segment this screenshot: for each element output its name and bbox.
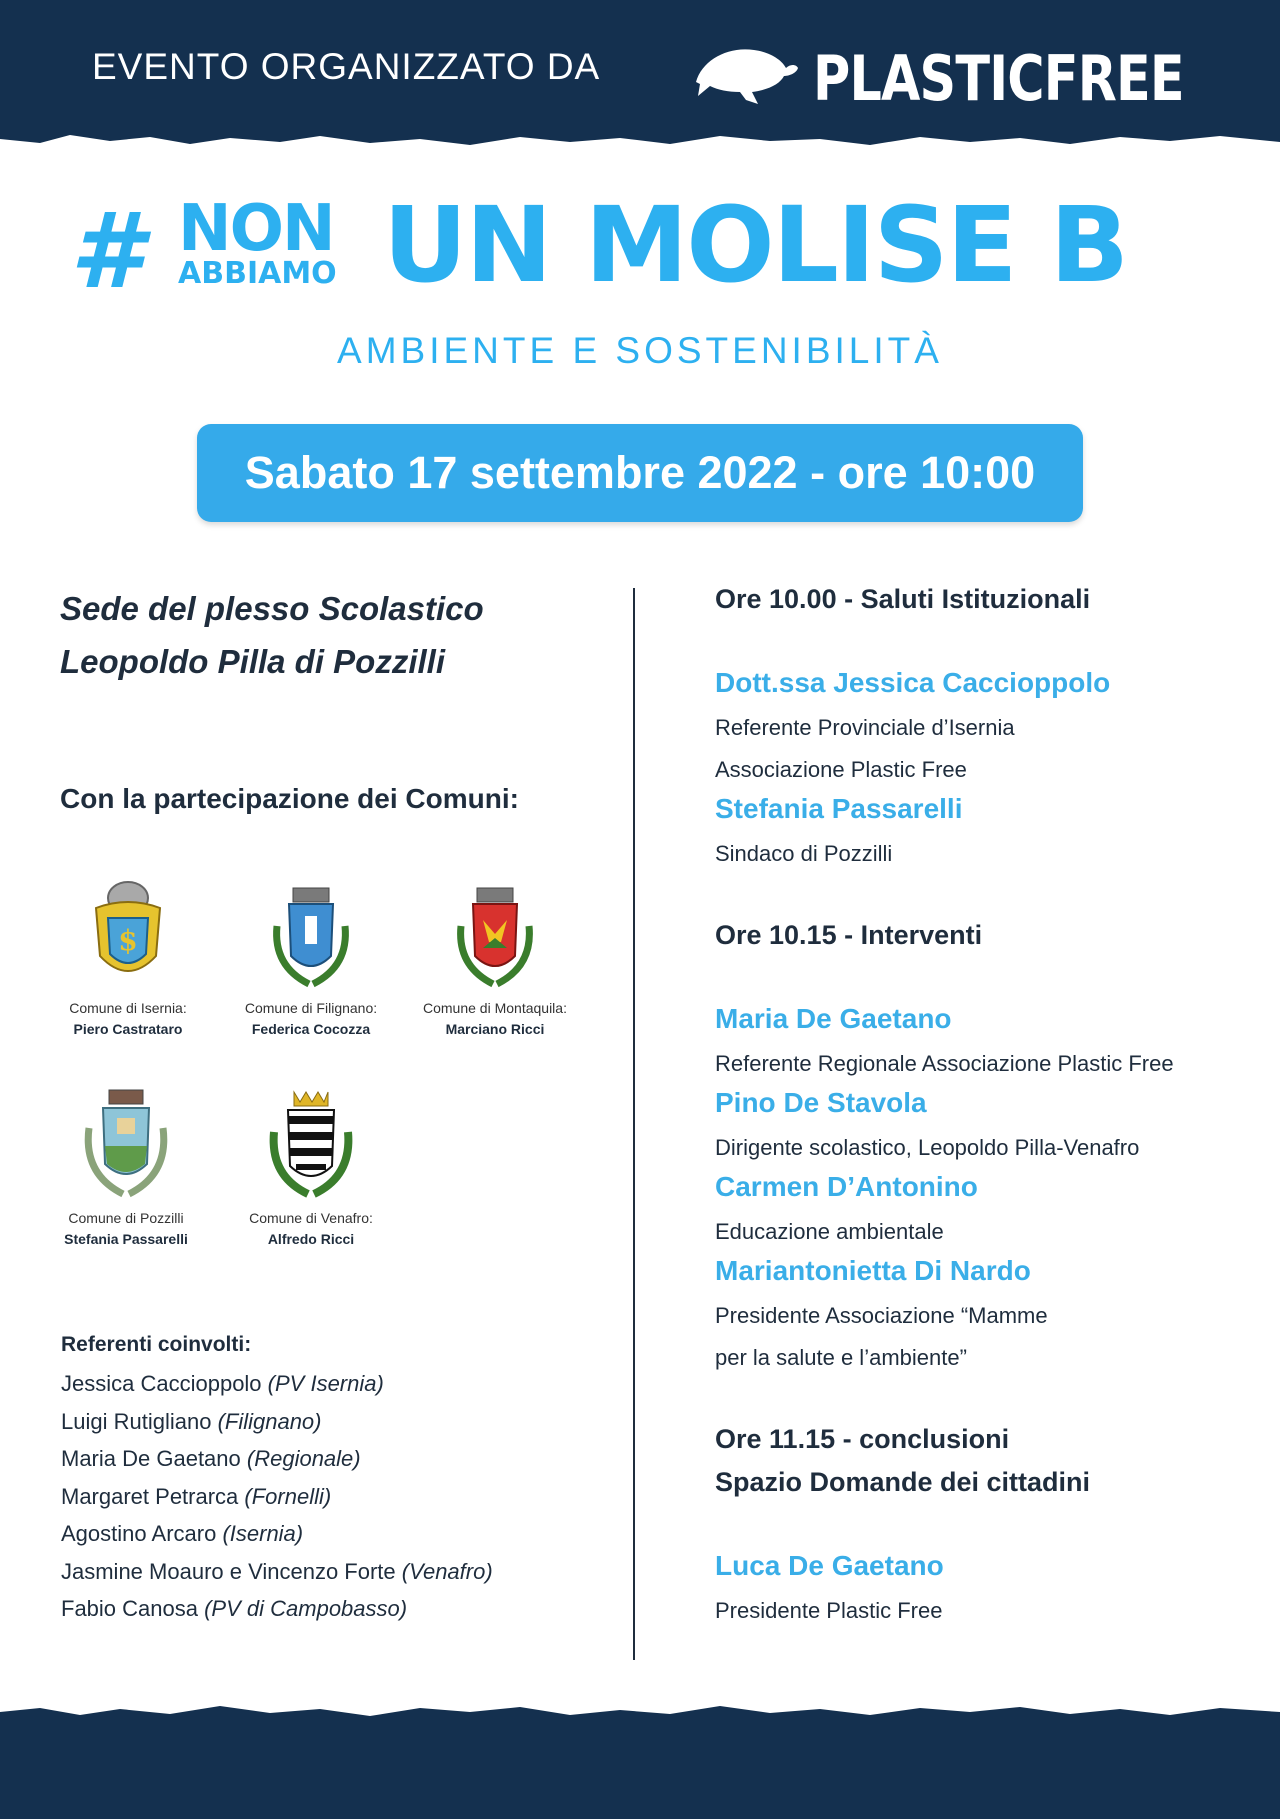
participation-title: Con la partecipazione dei Comuni:	[60, 783, 519, 814]
speaker-role: Educazione ambientale	[715, 1219, 944, 1244]
list-item: Maria De Gaetano (Regionale)	[61, 1446, 361, 1471]
comune-name: Comune di Montaquila:	[423, 1000, 567, 1016]
list-item: Luigi Rutigliano (Filignano)	[61, 1408, 322, 1434]
speaker-name: Dott.ssa Jessica Caccioppolo	[715, 667, 1111, 698]
list-item: Agostino Arcaro (Isernia)	[61, 1521, 304, 1546]
title-non: NON	[178, 192, 334, 266]
list-item: Fabio Canosa (PV di Campobasso)	[61, 1596, 408, 1621]
title-abbiamo: ABBIAMO	[178, 256, 337, 291]
organizer-text: EVENTO ORGANIZZATO DA	[92, 46, 601, 87]
svg-text:$: $	[118, 924, 138, 957]
speaker-role: per la salute e l’ambiente”	[715, 1345, 967, 1370]
date-banner: Sabato 17 settembre 2022 - ore 10:00	[197, 424, 1083, 522]
comune-venafro	[221, 1088, 401, 1247]
comune-person: Stefania Passarelli	[64, 1231, 188, 1247]
filignano-crest-icon	[269, 886, 353, 988]
comune-name: Comune di Isernia:	[69, 1000, 187, 1016]
program-slot-2: Ore 10.15 - Interventi	[715, 920, 983, 950]
comune-isernia	[38, 878, 218, 1037]
program-slot-1: Ore 10.00 - Saluti Istituzionali	[715, 584, 1091, 614]
venue	[60, 582, 484, 688]
comune-filignano	[221, 886, 401, 1037]
speaker-role: Sindaco di Pozzilli	[715, 841, 893, 866]
turtle-icon	[688, 38, 798, 108]
speaker-role: Presidente Plastic Free	[715, 1598, 943, 1623]
speaker-role: Referente Provinciale d’Isernia	[715, 715, 1015, 740]
speaker-role: Referente Regionale Associazione Plastic Free	[715, 1051, 1174, 1076]
speaker-name: Pino De Stavola	[715, 1087, 927, 1118]
comune-name: Comune di Pozzilli	[68, 1210, 184, 1226]
torn-edge	[0, 129, 1280, 151]
venue-line-2: Leopoldo Pilla di Pozzilli	[60, 643, 446, 680]
speaker-name: Carmen D’Antonino	[715, 1171, 978, 1202]
pozzilli-crest-icon	[79, 1088, 173, 1198]
header-band	[0, 0, 1280, 150]
comune-person: Federica Cocozza	[251, 1021, 371, 1037]
plasticfree-logo	[688, 38, 1184, 115]
speaker-role: Presidente Associazione “Mamme	[715, 1303, 1048, 1328]
list-item: Jasmine Moauro e Vincenzo Forte (Venafro)	[61, 1558, 493, 1584]
list-item: Margaret Petrarca (Fornelli)	[61, 1483, 332, 1509]
speaker-name: Stefania Passarelli	[715, 793, 963, 824]
comune-pozzilli	[36, 1088, 216, 1247]
speaker-name: Luca De Gaetano	[715, 1550, 944, 1581]
comune-montaquila	[405, 886, 585, 1037]
torn-edge	[0, 1700, 1280, 1722]
campaign-title	[70, 184, 1210, 312]
subtitle: AMBIENTE E SOSTENIBILITÀ	[337, 330, 943, 371]
speaker-name: Maria De Gaetano	[715, 1003, 952, 1034]
program-slot-3-sub: Spazio Domande dei cittadini	[715, 1467, 1091, 1497]
list-item: Jessica Caccioppolo (PV Isernia)	[61, 1371, 384, 1396]
title-main: UN MOLISE B	[383, 184, 1127, 306]
hashtag-symbol: #	[70, 190, 143, 312]
footer-band	[0, 1720, 1280, 1819]
venue-line-1: Sede del plesso Scolastico	[60, 590, 484, 627]
comune-name: Comune di Venafro:	[249, 1210, 373, 1226]
comune-person: Alfredo Ricci	[267, 1231, 355, 1247]
comune-person: Piero Castrataro	[73, 1021, 183, 1037]
referents-list	[61, 1365, 493, 1628]
comune-name: Comune di Filignano:	[244, 1000, 378, 1016]
speaker-role: Dirigente scolastico, Leopoldo Pilla-Venafro	[715, 1135, 1140, 1160]
brand-name: PLASTICFREE	[813, 42, 1184, 115]
referents-title: Referenti coinvolti:	[61, 1333, 252, 1356]
program-slot-3: Ore 11.15 - conclusioni	[715, 1424, 1010, 1454]
speaker-name: Mariantonietta Di Nardo	[715, 1255, 1031, 1286]
venafro-crest-icon	[266, 1088, 356, 1198]
isernia-crest-icon	[86, 878, 170, 988]
column-divider	[633, 588, 635, 1660]
comune-person: Marciano Ricci	[445, 1021, 545, 1037]
speaker-role: Associazione Plastic Free	[715, 757, 967, 782]
montaquila-crest-icon	[453, 886, 537, 988]
